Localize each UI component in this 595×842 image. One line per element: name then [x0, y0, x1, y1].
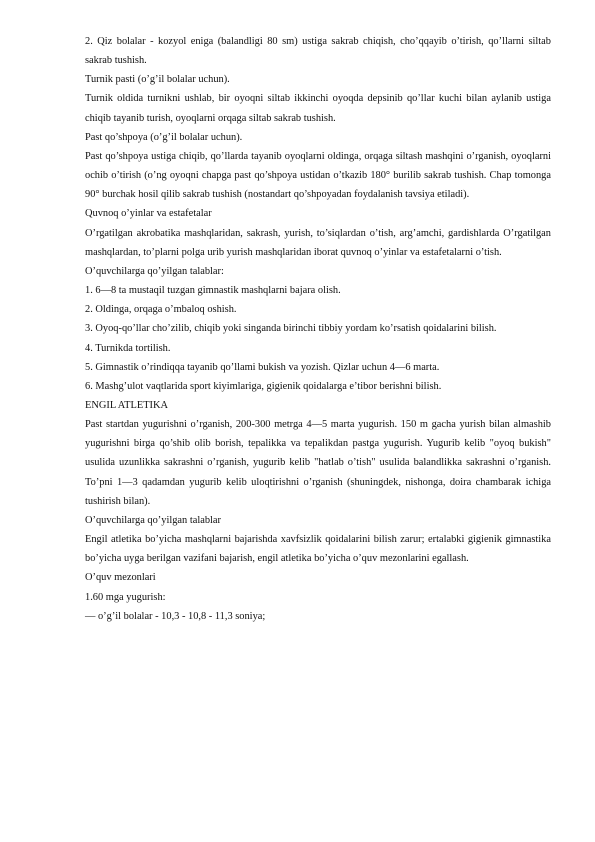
- requirement-item-5: 5. Gimnastik o’rindiqqa tayanib qo’llami bukish va yozish. Qizlar uchun 4—6 marta.: [85, 361, 440, 373]
- heading-turnik-pasti: Turnik pasti (o’g’il bolalar uchun).: [85, 74, 230, 86]
- paragraph-games-relays: O’rgatilgan akrobatika mashqlaridan, sakrash, yurish, to’siqlardan o’tish, arg’amchi, gardishlarda O’rgatilgan mashqlardan, to’plarni polga urib yurish mashqlaridan iborat quvnoq o’yinlar va estafetalarni o’tish.: [85, 227, 551, 258]
- requirement-item-2: 2. Oldinga, orqaga o’mbaloq oshish.: [85, 304, 237, 316]
- paragraph-athletics-training: Past startdan yugurishni o’rganish, 200-300 metrga 4—5 marta yugurish. 150 m gacha yurish bilan almashib yugurishni birga qo’shib olib borish, tepalikka va tepalikdan pastga yugurish. Yugurib kelib "oyoq bukish" usulida uzunlikka sakrashni o’rganish, yugurib kelib "hatlab o’tish" usulida balandlikka sakrashni o’rganish. To’pni 1—3 qadamdan yugurib kelib uloqtirishni o’rganish (shuningdek, nishonga, doira chambarak ichiga tushirish bilan).: [85, 419, 551, 507]
- requirement-item-3: 3. Oyoq-qo’llar cho’zilib, chiqib yoki singanda birinchi tibbiy yordam ko’rsatish qoidalarini bilish.: [85, 323, 497, 335]
- requirement-item-4: 4. Turnikda tortilish.: [85, 342, 171, 354]
- heading-engil-atletika: ENGIL ATLETIKA: [85, 399, 169, 411]
- heading-student-requirements: O’quvchilarga qo’yilgan talablar:: [85, 265, 224, 277]
- document-body: [85, 32, 551, 626]
- paragraph-girls-kozyol-exercise: 2. Qiz bolalar - kozyol eniga (balandligi 80 sm) ustiga sakrab chiqish, cho’qqayib o’tirish, qo’llarni siltab sakrab tushish.: [85, 36, 551, 67]
- requirement-item-6: 6. Mashg’ulot vaqtlarida sport kiyimlariga, gigienik qoidalarga e’tibor berishni bilish.: [85, 380, 442, 392]
- criteria-item-boys-times: — o’g’il bolalar - 10,3 - 10,8 - 11,3 soniya;: [85, 610, 266, 622]
- heading-study-criteria: O’quv mezonlari: [85, 572, 156, 584]
- criteria-item-60m-run: 1.60 mga yugurish:: [85, 591, 166, 603]
- heading-past-qoshpoya: Past qo’shpoya (o’g’il bolalar uchun).: [85, 131, 243, 143]
- paragraph-qoshpoya-exercise: Past qo’shpoya ustiga chiqib, qo’llarda tayanib oyoqlarni oldinga, orqaga siltash mashqini o’rganish, oyoqlarni ochib o’tirish (o’ng oyoqni chapga past qo’shpoya ustidan o’tkazib 180° burilib sakrab tushish. Chap tomonga 90° burchak hosil qilib sakrab tushish (nostandart qo’shpoyadan foydalanish tavsiya etiladi).: [85, 150, 551, 201]
- heading-athletics-requirements: O’quvchilarga qo’yilgan talablar: [85, 514, 221, 526]
- requirement-item-1: 1. 6—8 ta mustaqil tuzgan gimnastik mashqlarni bajara olish.: [85, 285, 341, 297]
- paragraph-athletics-requirements: Engil atletika bo’yicha mashqlarni bajarishda xavfsizlik qoidalarini bilish zarur; ertalabki gigienik gimnastika bo’yicha uyga berilgan vazifani bajarish, engil atletika bo’yicha o’quv mezonlarini egallash.: [85, 534, 551, 565]
- paragraph-turnik-exercise: Turnik oldida turnikni ushlab, bir oyoqni siltab ikkinchi oyoqda depsinib qo’llar kuchi bilan aylanib ustiga chiqib tayanib turish, oyoqlarni orqaga siltab sakrab tushish.: [85, 93, 551, 124]
- heading-games-relays: Quvnoq o’yinlar va estafetalar: [85, 208, 212, 220]
